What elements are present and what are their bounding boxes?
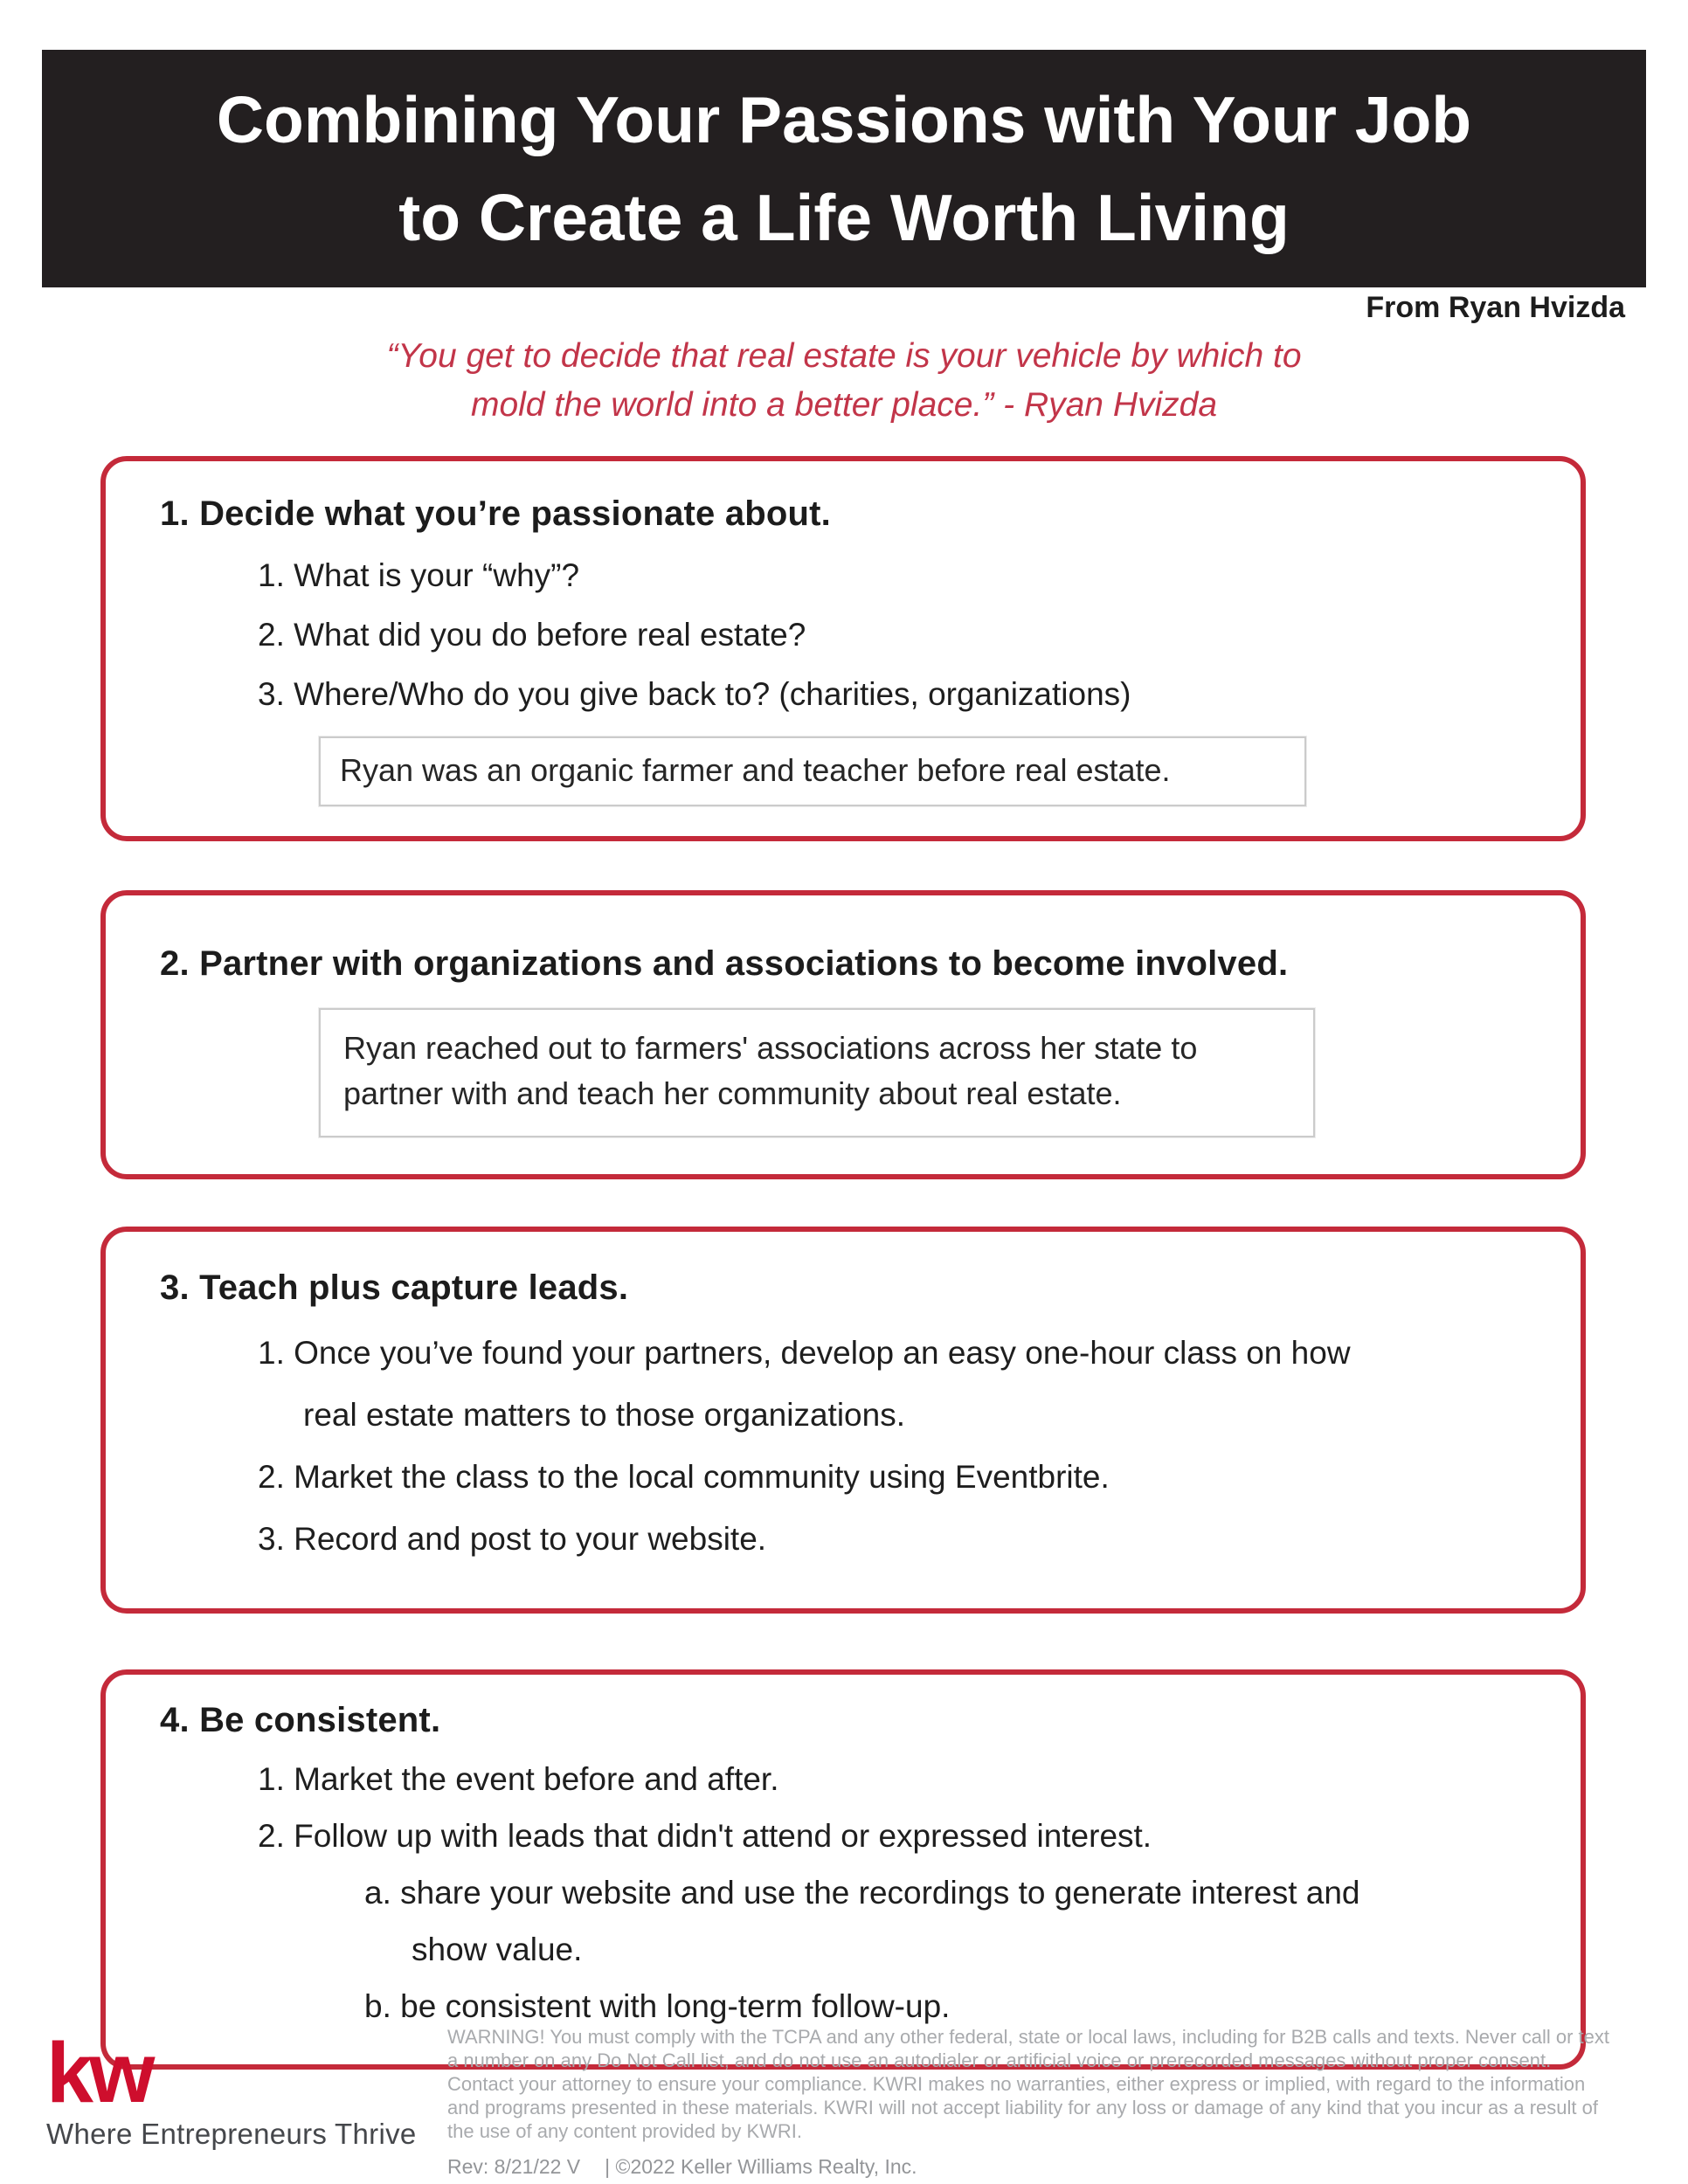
section-decide-passions bbox=[100, 456, 1586, 841]
copyright-label: | ©2022 Keller Williams Realty, Inc. bbox=[605, 2155, 917, 2178]
list-item: 2. Market the class to the local community using Eventbrite. bbox=[258, 1459, 1110, 1495]
section-4-list bbox=[258, 1751, 1539, 2035]
revision-label: Rev: 8/21/22 V bbox=[447, 2155, 581, 2178]
section-1-heading: 1. Decide what you’re passionate about. bbox=[160, 494, 831, 533]
section-4-heading: 4. Be consistent. bbox=[160, 1701, 441, 1739]
list-item: 1. What is your “why”? bbox=[258, 557, 580, 593]
section-teach-capture-leads bbox=[100, 1227, 1586, 1614]
sub-list-item: a. share your website and use the recordings to generate interest and show value. bbox=[364, 1875, 1360, 1967]
list-item: 2. Follow up with leads that didn't attend or expressed interest. bbox=[258, 1818, 1152, 1854]
attribution: From Ryan Hvizda bbox=[1366, 291, 1625, 324]
section-3-heading: 3. Teach plus capture leads. bbox=[160, 1268, 629, 1307]
list-item: 3. Record and post to your website. bbox=[258, 1521, 767, 1557]
quote bbox=[0, 332, 1688, 430]
quote-line-1: “You get to decide that real estate is your vehicle by which to bbox=[386, 337, 1302, 375]
example-note-box bbox=[319, 1008, 1315, 1137]
page-title-line-2: to Create a Life Worth Living bbox=[398, 181, 1290, 254]
example-note-box bbox=[319, 736, 1306, 806]
revision-line bbox=[447, 2155, 1618, 2179]
list-item: 1. Market the event before and after. bbox=[258, 1761, 779, 1797]
section-3-list bbox=[258, 1322, 1402, 1570]
example-note-text: Ryan was an organic farmer and teacher before real estate. bbox=[340, 752, 1171, 788]
kw-logo-block bbox=[46, 2025, 417, 2151]
legal-warning-text: WARNING! You must comply with the TCPA and any other federal, state or local laws, including for B2B calls and texts. Never call or text a number on any Do Not Call list, and do not use an autodialer or artificial voice or prerecorded messages without proper consent. Contact your attorney to ensure your compliance. KWRI makes no warranties, either express or implied, with regard to the information and programs presented in these materials. KWRI will not accept liability for any loss or damage of any kind that you incur as a result of the use of any content provided by KWRI. bbox=[447, 2026, 1609, 2142]
kw-logo: kw bbox=[46, 2025, 151, 2120]
example-note-text: Ryan reached out to farmers' associations across her state to partner with and teach her community about real estate. bbox=[343, 1030, 1198, 1111]
kw-tagline: Where Entrepreneurs Thrive bbox=[46, 2118, 417, 2150]
title-banner bbox=[42, 50, 1646, 287]
section-partner-organizations bbox=[100, 890, 1586, 1179]
page-title-line-1: Combining Your Passions with Your Job bbox=[216, 83, 1472, 156]
quote-line-2: mold the world into a better place.” - Ryan Hvizda bbox=[470, 386, 1218, 424]
list-item: 2. What did you do before real estate? bbox=[258, 617, 806, 653]
section-2-heading: 2. Partner with organizations and associations to become involved. bbox=[160, 944, 1289, 983]
section-1-list bbox=[258, 546, 1539, 724]
sub-list-item: b. be consistent with long-term follow-up. bbox=[364, 1988, 951, 2024]
legal-block bbox=[447, 2025, 1618, 2179]
section-be-consistent bbox=[100, 1669, 1586, 2070]
list-item: 3. Where/Who do you give back to? (charities, organizations) bbox=[258, 676, 1131, 712]
list-item: 1. Once you’ve found your partners, develop an easy one-hour class on how real estate matters to those organizations. bbox=[258, 1335, 1351, 1433]
